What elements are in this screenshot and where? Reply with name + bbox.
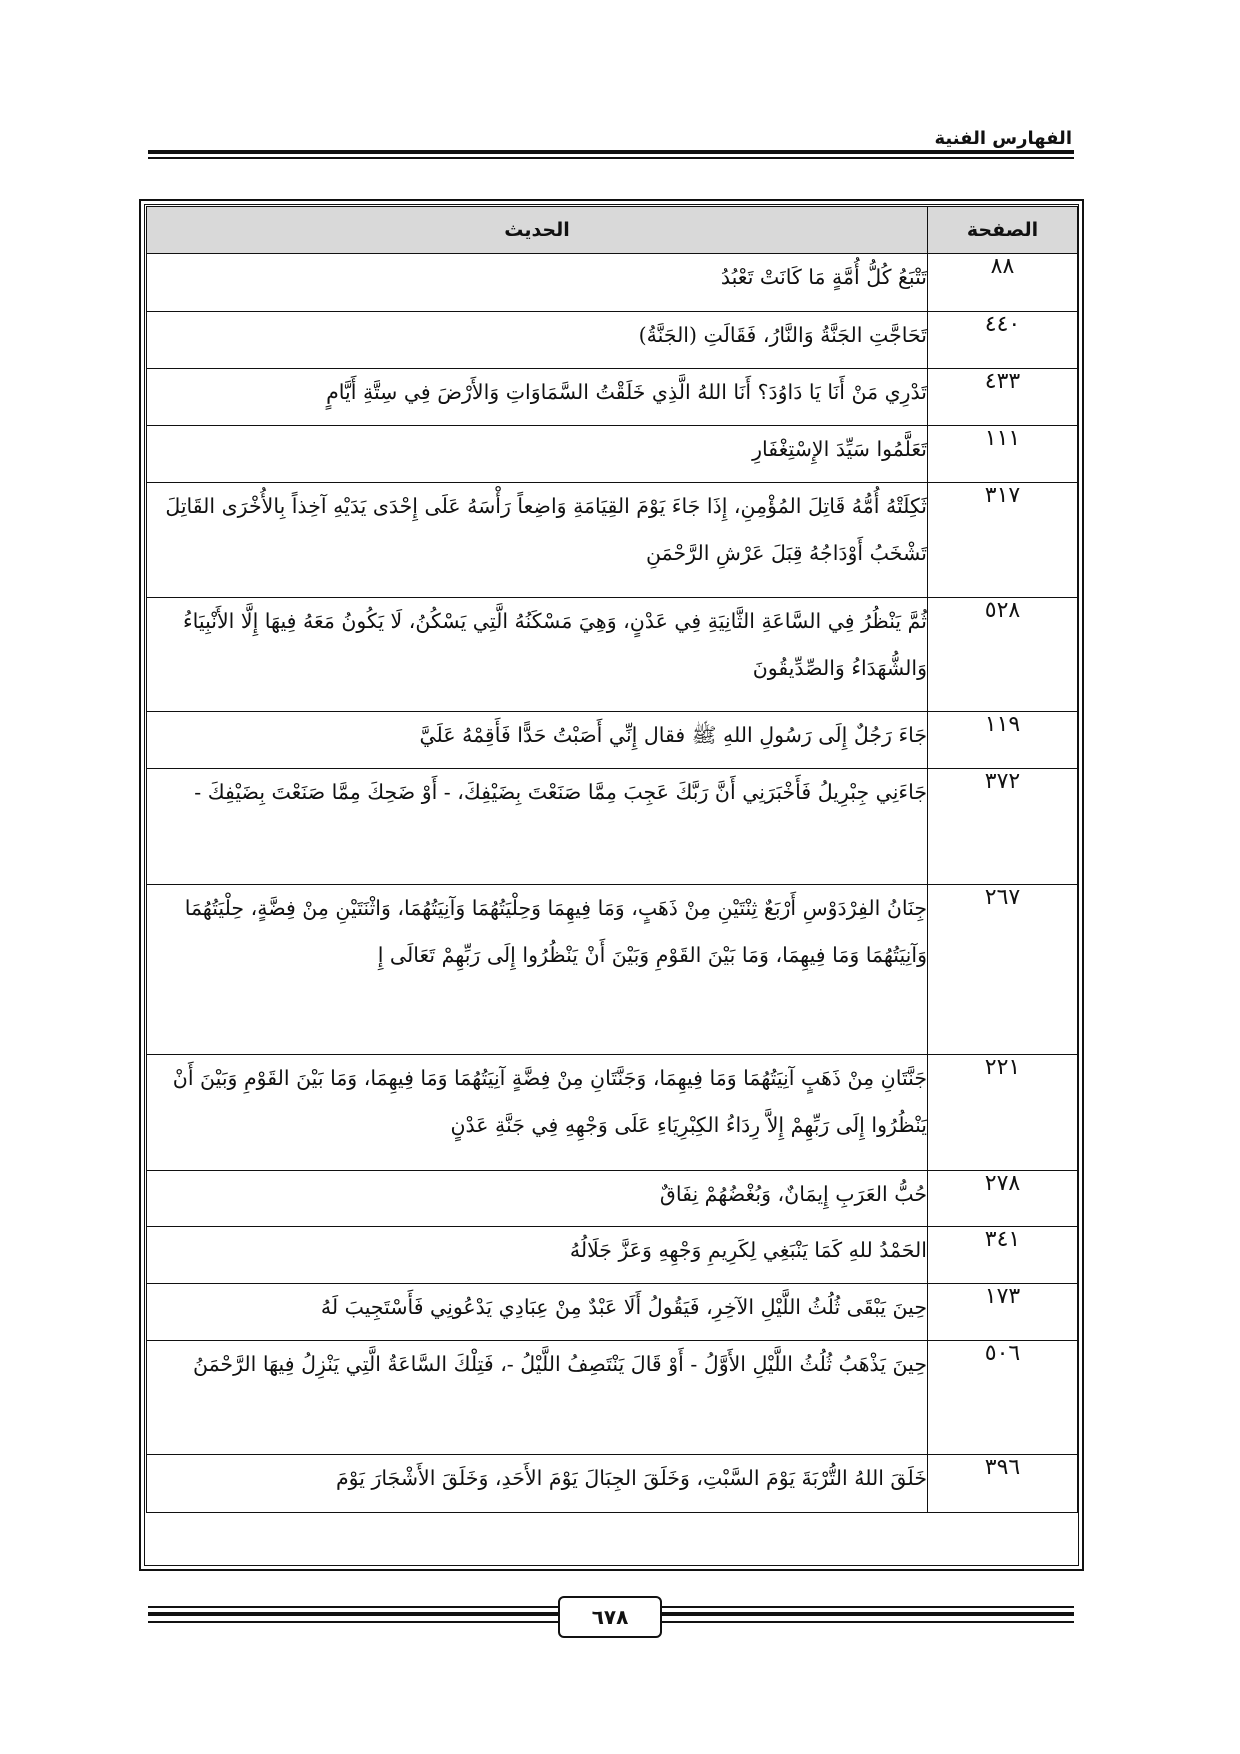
header-rule-thin bbox=[148, 157, 1074, 159]
table-row bbox=[147, 885, 1078, 1055]
page-number-cell: ٥٢٨ bbox=[928, 598, 1078, 712]
page-number-cell: ٢٧٨ bbox=[928, 1171, 1078, 1227]
table-row bbox=[147, 254, 1078, 312]
table-row bbox=[147, 1455, 1078, 1513]
page-number-cell: ٣٩٦ bbox=[928, 1455, 1078, 1513]
table-row bbox=[147, 712, 1078, 769]
page-number-cell: ٢٢١ bbox=[928, 1055, 1078, 1171]
table-row bbox=[147, 369, 1078, 426]
table-row bbox=[147, 312, 1078, 369]
table-row bbox=[147, 1227, 1078, 1284]
hadith-text-cell: جَاءَ رَجُلٌ إِلَى رَسُولِ اللهِ ﷺ فقال إِنِّي أَصَبْتُ حَدًّا فَأَقِمْهُ عَلَيَّ bbox=[147, 712, 928, 769]
column-header-page: الصفحة bbox=[928, 207, 1078, 254]
page-number: ٦٧٨ bbox=[591, 1605, 629, 1629]
hadith-text-cell: خَلَقَ اللهُ التُّرْبَةَ يَوْمَ السَّبْتِ، وَخَلَقَ الجِبَالَ يَوْمَ الأَحَدِ، وَخَلَقَ الأَشْجَارَ يَوْمَ bbox=[147, 1455, 928, 1513]
hadith-text-cell: ثَكِلَتْهُ أُمُّهُ قَاتِلَ المُؤْمِنِ، إِذَا جَاءَ يَوْمَ القِيَامَةِ وَاضِعاً رَأْسَهُ عَلَى إِحْدَى يَدَيْهِ آخِذاً بِالأُخْرَى القَاتِلَ تَشْخَبُ أَوْدَاجُهُ قِبَلَ عَرْشِ الرَّحْمَنِ bbox=[147, 483, 928, 598]
table-row bbox=[147, 769, 1078, 885]
hadith-text-cell: حِينَ يَذْهَبُ ثُلُثُ اللَّيْلِ الأَوَّلُ - أَوْ قَالَ يَنْتَصِفُ اللَّيْلُ -، فَتِلْكَ السَّاعَةُ الَّتِي يَنْزِلُ فِيهَا الرَّحْمَنُ bbox=[147, 1341, 928, 1455]
page-number-cell: ٣٧٢ bbox=[928, 769, 1078, 885]
column-header-hadith: الحديث bbox=[147, 207, 928, 254]
table-row bbox=[147, 1055, 1078, 1171]
page-number-cell: ٤٣٣ bbox=[928, 369, 1078, 426]
hadith-text-cell: الحَمْدُ للهِ كَمَا يَنْبَغِي لِكَرِيمِ وَجْهِهِ وَعَزَّ جَلَالُهُ bbox=[147, 1227, 928, 1284]
hadith-text-cell: جَنَّتَانِ مِنْ ذَهَبٍ آنِيَتُهُمَا وَمَا فِيهِمَا، وَجَنَّتَانِ مِنْ فِضَّةٍ آنِيَتُهُمَا وَمَا فِيهِمَا، وَمَا بَيْنَ القَوْمِ وَبَيْنَ أَنْ يَنْظُرُوا إِلَى رَبِّهِمْ إِلاَّ رِدَاءُ الكِبْرِيَاءِ عَلَى وَجْهِهِ فِي جَنَّةِ عَدْنٍ bbox=[147, 1055, 928, 1171]
hadith-text-cell: حِينَ يَبْقَى ثُلُثُ اللَّيْلِ الآخِرِ، فَيَقُولُ أَلَا عَبْدٌ مِنْ عِبَادِي يَدْعُونِي فَأَسْتَجِيبَ لَهُ bbox=[147, 1284, 928, 1341]
hadith-index-table bbox=[146, 206, 1078, 1513]
table-row bbox=[147, 1171, 1078, 1227]
hadith-text-cell: تَدْرِي مَنْ أَنَا يَا دَاوُدَ؟ أَنَا اللهُ الَّذِي خَلَقْتُ السَّمَاوَاتِ وَالأَرْضَ فِي سِتَّةِ أَيَّامٍ bbox=[147, 369, 928, 426]
page-number-cell: ١٧٣ bbox=[928, 1284, 1078, 1341]
table-row bbox=[147, 426, 1078, 483]
header-rule-thick bbox=[148, 150, 1074, 154]
page-number-cell: ١١٩ bbox=[928, 712, 1078, 769]
page-number-cell: ٤٤٠ bbox=[928, 312, 1078, 369]
table-row bbox=[147, 598, 1078, 712]
page-number-badge bbox=[558, 1596, 662, 1638]
table-row bbox=[147, 1341, 1078, 1455]
page-number-cell: ٣١٧ bbox=[928, 483, 1078, 598]
hadith-text-cell: تَحَاجَّتِ الجَنَّةُ وَالنَّارُ، فَقَالَتِ (الجَنَّةُ) bbox=[147, 312, 928, 369]
page-number-cell: ٥٠٦ bbox=[928, 1341, 1078, 1455]
table-header-row bbox=[147, 207, 1078, 254]
hadith-text-cell: تَتْبَعُ كُلُّ أُمَّةٍ مَا كَانَتْ تَعْبُدُ bbox=[147, 254, 928, 312]
hadith-text-cell: ثُمَّ يَنْظُرُ فِي السَّاعَةِ الثَّانِيَةِ فِي عَدْنٍ، وَهِيَ مَسْكَنُهُ الَّتِي يَسْكُنُ، لَا يَكُونُ مَعَهُ فِيهَا إِلَّا الأَنْبِيَاءُ وَالشُّهَدَاءُ وَالصِّدِّيقُونَ bbox=[147, 598, 928, 712]
table-row bbox=[147, 483, 1078, 598]
page-number-cell: ٢٦٧ bbox=[928, 885, 1078, 1055]
page-number-cell: ١١١ bbox=[928, 426, 1078, 483]
table-row bbox=[147, 1284, 1078, 1341]
running-header-title: الفهارس الفنية bbox=[934, 128, 1072, 149]
hadith-text-cell: جِنَانُ الفِرْدَوْسِ أَرْبَعٌ ثِنْتَيْنِ مِنْ ذَهَبٍ، وَمَا فِيهِمَا وَحِلْيَتُهُمَا وَآنِيَتُهُمَا، وَاثْنَتَيْنِ مِنْ فِضَّةٍ، حِلْيَتُهُمَا وَآنِيَتُهُمَا وَمَا فِيهِمَا، وَمَا بَيْنَ القَوْمِ وَبَيْنَ أَنْ يَنْظُرُوا إِلَى رَبِّهِمْ تَعَالَى إِ bbox=[147, 885, 928, 1055]
hadith-text-cell: جَاءَنِي جِبْرِيلُ فَأَخْبَرَنِي أَنَّ رَبَّكَ عَجِبَ مِمَّا صَنَعْتَ بِضَيْفِكَ، - أَوْ ضَحِكَ مِمَّا صَنَعْتَ بِضَيْفِكَ - bbox=[147, 769, 928, 885]
hadith-text-cell: تَعَلَّمُوا سَيِّدَ الإِسْتِغْفَارِ bbox=[147, 426, 928, 483]
page-number-cell: ٨٨ bbox=[928, 254, 1078, 312]
page-number-cell: ٣٤١ bbox=[928, 1227, 1078, 1284]
hadith-text-cell: حُبُّ العَرَبِ إِيمَانٌ، وَبُغْضُهُمْ نِفَاقٌ bbox=[147, 1171, 928, 1227]
